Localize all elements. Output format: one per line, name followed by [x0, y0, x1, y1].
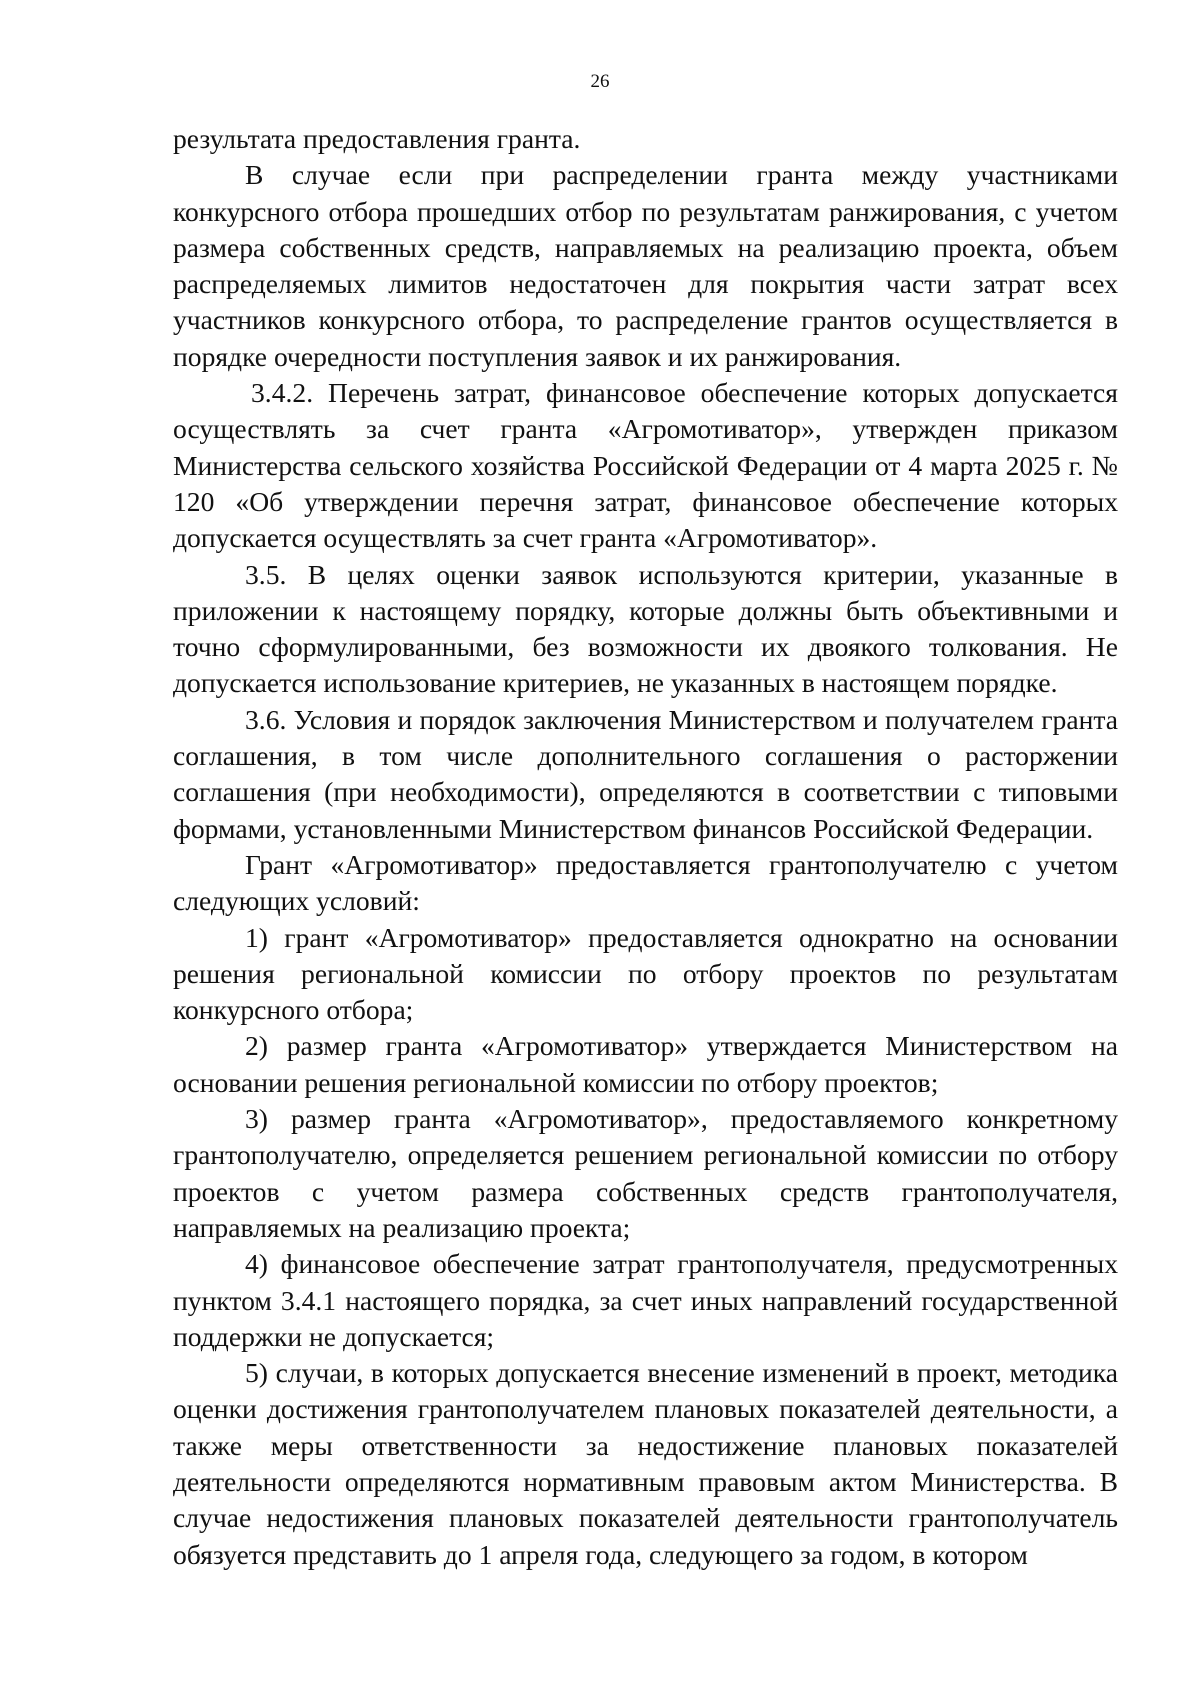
document-body	[173, 121, 1118, 1573]
paragraph: Грант «Агромотиватор» предоставляется грантополучателю с учетом следующих условий:	[173, 848, 1118, 917]
list-item: 4) финансовое обеспечение затрат грантополучателя, предусмотренных пунктом 3.4.1 настоящего порядка, за счет иных направлений государственной поддержки не допускается;	[173, 1248, 1118, 1352]
list-item: 3) размер гранта «Агромотиватор», предоставляемого конкретному грантополучателю, определяется решением региональной комиссии по отбору проектов с учетом размера собственных средств грантополучателя, направляемых на реализацию проекта;	[173, 1103, 1118, 1243]
list-item: 1) грант «Агромотиватор» предоставляется однократно на основании решения региональной комиссии по отбору проектов по результатам конкурсного отбора;	[173, 921, 1118, 1026]
page-number: 26	[590, 71, 610, 92]
paragraph: результата предоставления гранта.	[173, 123, 581, 154]
list-item: 5) случаи, в которых допускается внесение изменений в проект, методика оценки достижения грантополучателем плановых показателей деятельности, а также меры ответственности за недостижение плановых показателей деятельности определяются нормативным правовым актом Министерства. В случае недостижения плановых показателей деятельности грантополучатель обязуется представить до 1 апреля года, следующего за годом, в котором	[173, 1357, 1118, 1570]
list-item: 2) размер гранта «Агромотиватор» утверждается Министерством на основании решения региональной комиссии по отбору проектов;	[173, 1030, 1118, 1098]
paragraph: 3.6. Условия и порядок заключения Министерством и получателем гранта соглашения, в том числе дополнительного соглашения о расторжении соглашения (при необходимости), определяются в соответствии с типовыми формами, установленными Министерством финансов Российской Федерации.	[173, 703, 1118, 844]
paragraph: В случае если при распределении гранта между участниками конкурсного отбора прошедших отбор по результатам ранжирования, с учетом размера собственных средств, направляемых на реализацию проекта, объем распределяемых лимитов недостаточен для покрытия части затрат всех участников конкурсного отбора, то распределение грантов осуществляется в порядке очередности поступления заявок и их ранжирования.	[173, 159, 1118, 372]
paragraph: 3.5. В целях оценки заявок используются критерии, указанные в приложении к настоящему порядку, которые должны быть объективными и точно сформулированными, без возможности их двоякого толкования. Не допускается использование критериев, не указанных в настоящем порядке.	[173, 558, 1118, 699]
paragraph: 3.4.2. Перечень затрат, финансовое обеспечение которых допускается осуществлять за счет гранта «Агромотиватор», утвержден приказом Министерства сельского хозяйства Российской Федерации от 4 марта 2025 г. № 120 «Об утверждении перечня затрат, финансовое обеспечение которых допускается осуществлять за счет гранта «Агромотиватор».	[173, 377, 1118, 554]
